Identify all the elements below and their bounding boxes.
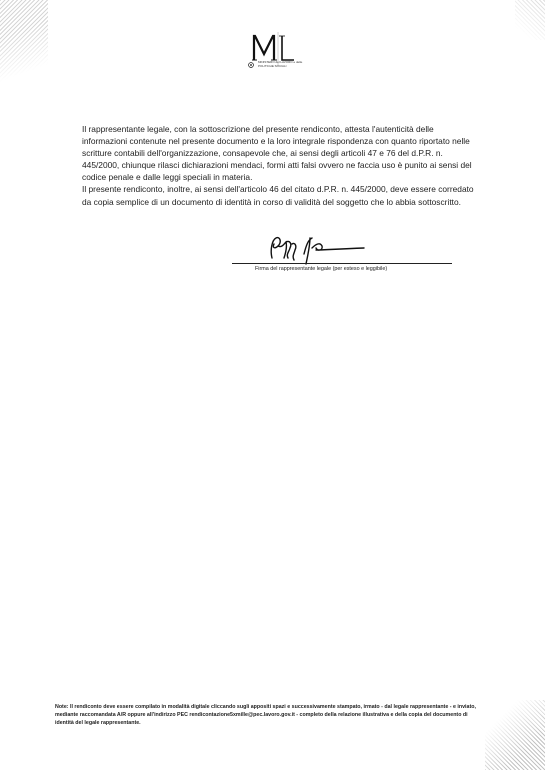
scan-noise-bottom-right xyxy=(485,700,545,770)
declaration-paragraph-1: Il rappresentante legale, con la sottoscrizione del presente rendiconto, attesta l'autenticità delle informazioni contenute nel presente documento e la loro integrale rispondenza con quanto riportato nelle scritture contabili dell'organizzazione, consapevole che, ai sensi degli articoli 47 e 76 del d.P.R. n. 445/2000, chiunque rilasci dichiarazioni mendaci, formi atti falsi ovvero ne faccia uso è punito ai sensi del codice penale e dalle leggi speciali in materia. xyxy=(82,124,472,183)
signature-caption: Firma del rappresentante legale (per esteso e leggibile) xyxy=(255,266,388,272)
declaration-paragraph-2: Il presente rendiconto, inoltre, ai sensi dell'articolo 46 del citato d.P.R. n. 445/2000, deve essere corredato da copia semplice di un documento di identità in corso di validità del soggetto che lo abbia sottoscritto. xyxy=(82,184,474,207)
footer-note xyxy=(55,703,485,727)
logo-caption: MINISTERO del LAVORO e delle POLITICHE SOCIALI xyxy=(258,60,303,68)
declaration-text xyxy=(82,123,477,208)
signature-line xyxy=(232,263,452,264)
scan-noise-top-right xyxy=(515,0,545,40)
scan-noise-top-left xyxy=(0,0,48,92)
footer-note-text: Note: Il rendiconto deve essere compilato in modalità digitale cliccando sugli appositi spazi e successivamente stampato, irmato - dal legale rappresentante - e inviato, mediante raccomandata A/R oppure all'indirizzo PEC rendicontazione5xmille@pec.lavoro.gov.it - completo della relazione illustrativa e della copia del documento di identità del legale rappresentante. xyxy=(55,704,476,726)
